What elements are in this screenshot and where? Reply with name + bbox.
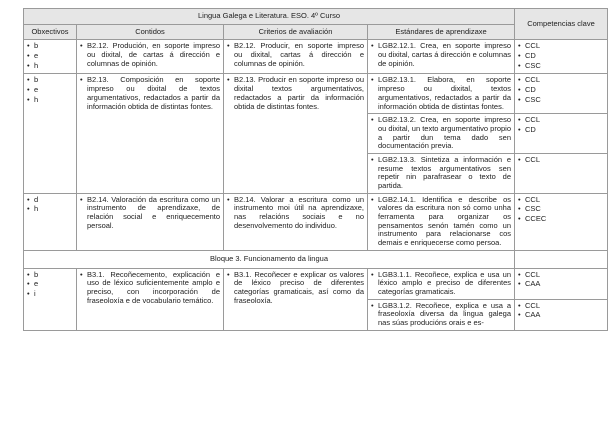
table-row — [24, 193, 608, 250]
objective-item: • b — [27, 42, 73, 51]
section-title: Bloque 3. Funcionamento da lingua — [24, 250, 515, 268]
competencies-cell — [515, 74, 608, 114]
content-text: • B2.13. Composición en soporte impreso ou dixital de textos argumentativos, redactados a partir da información obtida de distintas fontes. — [80, 76, 220, 111]
section-row — [24, 250, 608, 268]
section-empty-cell — [515, 250, 608, 268]
standard-text: • LGB2.12.1. Crea, en soporte impreso ou dixital, cartas á dirección e columnas de opinión. — [371, 42, 511, 68]
standard-cell — [368, 74, 515, 114]
objective-item: • h — [27, 205, 73, 214]
content-text: • B2.14. Valoración da escritura como un instrumento de aprendizaxe, de relación social e enriquecemento persoal. — [80, 196, 220, 231]
competency-item: • CCL — [518, 271, 604, 280]
column-header-standards: Estándares de aprendizaxe — [368, 24, 515, 40]
objectives-cell — [24, 193, 77, 250]
standard-text: • LGB2.13.3. Sintetiza a información e resume textos argumentativos sen repetir nin parafrasear o texto de partida. — [371, 156, 511, 191]
table-title: Lingua Galega e Literatura. ESO. 4º Curso — [24, 9, 515, 25]
objective-item: • h — [27, 62, 73, 71]
criteria-cell — [224, 40, 368, 74]
standard-text: • LGB2.13.2. Crea, en soporte impreso ou dixital, un texto argumentativo propio a partir dun tema dado sen documentación previa. — [371, 116, 511, 151]
criteria-text: • B2.14. Valorar a escritura como un instrumento moi útil na aprendizaxe, nas relacións sociais e no desenvolvemento do individuo. — [227, 196, 364, 231]
criteria-text: • B2.12. Producir, en soporte impreso ou dixital, cartas á dirección e columnas de opinión. — [227, 42, 364, 68]
standard-cell — [368, 153, 515, 193]
column-header-contents: Contidos — [77, 24, 224, 40]
content-text: • B3.1. Recoñecemento, explicación e uso de léxico suficientemente amplo e preciso, con incorporación de fraseoloxía e de vocabulario temático. — [80, 271, 220, 306]
objectives-cell — [24, 40, 77, 74]
objective-item: • b — [27, 76, 73, 85]
objective-item: • d — [27, 196, 73, 205]
criteria-cell — [224, 193, 368, 250]
competency-item: • CD — [518, 86, 604, 95]
competency-item: • CCEC — [518, 215, 604, 224]
table-row — [24, 40, 608, 74]
competency-item: • CCL — [518, 76, 604, 85]
objective-item: • h — [27, 96, 73, 105]
competencies-cell — [515, 193, 608, 250]
competency-item: • CCL — [518, 116, 604, 125]
competency-item: • CCL — [518, 302, 604, 311]
standard-cell — [368, 40, 515, 74]
competency-item: • CSC — [518, 62, 604, 71]
standard-text: • LGB3.1.1. Recoñece, explica e usa un léxico amplo e preciso de diferentes categorías gramaticais. — [371, 271, 511, 297]
criteria-text: • B3.1. Recoñecer e explicar os valores de léxico preciso de diferentes categorías gramaticais, así como da fraseoloxía. — [227, 271, 364, 306]
objective-item: • e — [27, 280, 73, 289]
standard-text: • LGB2.13.1. Elabora, en soporte impreso ou dixital, textos argumentativos, redactados a partir da información obtida de distintas fontes. — [371, 76, 511, 111]
objective-item: • e — [27, 52, 73, 61]
objective-item: • b — [27, 271, 73, 280]
standard-cell — [368, 268, 515, 299]
competency-item: • CSC — [518, 205, 604, 214]
criteria-cell — [224, 268, 368, 330]
column-header-competencies: Competencias clave — [515, 9, 608, 40]
competency-item: • CAA — [518, 311, 604, 320]
content-text: • B2.12. Produción, en soporte impreso ou dixital, de cartas á dirección e columnas de opinión. — [80, 42, 220, 68]
standard-text: • LGB3.1.2. Recoñece, explica e usa a fraseoloxía diversa da lingua galega nas súas producións orais e es- — [371, 302, 511, 328]
content-cell — [77, 40, 224, 74]
objective-item: • i — [27, 290, 73, 299]
curriculum-table — [23, 8, 608, 331]
column-header-objectives: Obxectivos — [24, 24, 77, 40]
objectives-cell — [24, 268, 77, 330]
competency-item: • CCL — [518, 156, 604, 165]
standard-cell — [368, 299, 515, 330]
column-header-criteria: Criterios de avaliación — [224, 24, 368, 40]
competency-item: • CCL — [518, 196, 604, 205]
table-title-row — [24, 9, 608, 25]
competency-item: • CD — [518, 52, 604, 61]
objective-item: • e — [27, 86, 73, 95]
competencies-cell — [515, 268, 608, 299]
competencies-cell — [515, 153, 608, 193]
competency-item: • CAA — [518, 280, 604, 289]
competency-item: • CSC — [518, 96, 604, 105]
objectives-cell — [24, 74, 77, 193]
competency-item: • CCL — [518, 42, 604, 51]
content-cell — [77, 74, 224, 193]
table-row — [24, 268, 608, 299]
competencies-cell — [515, 299, 608, 330]
content-cell — [77, 193, 224, 250]
standard-text: • LGB2.14.1. Identifica e describe os valores da escritura non só como unha ferramenta para organizar os pensamentos senón tamén como un instrumento para relacionarse cos demais e enriquecerse como persoa. — [371, 196, 511, 248]
table-row — [24, 74, 608, 114]
criteria-cell — [224, 74, 368, 193]
standard-cell — [368, 193, 515, 250]
standard-cell — [368, 114, 515, 154]
competencies-cell — [515, 114, 608, 154]
competency-item: • CD — [518, 126, 604, 135]
competencies-cell — [515, 40, 608, 74]
content-cell — [77, 268, 224, 330]
criteria-text: • B2.13. Producir en soporte impreso ou dixital textos argumentativos, redactados a partir da información obtida de distintas fontes. — [227, 76, 364, 111]
